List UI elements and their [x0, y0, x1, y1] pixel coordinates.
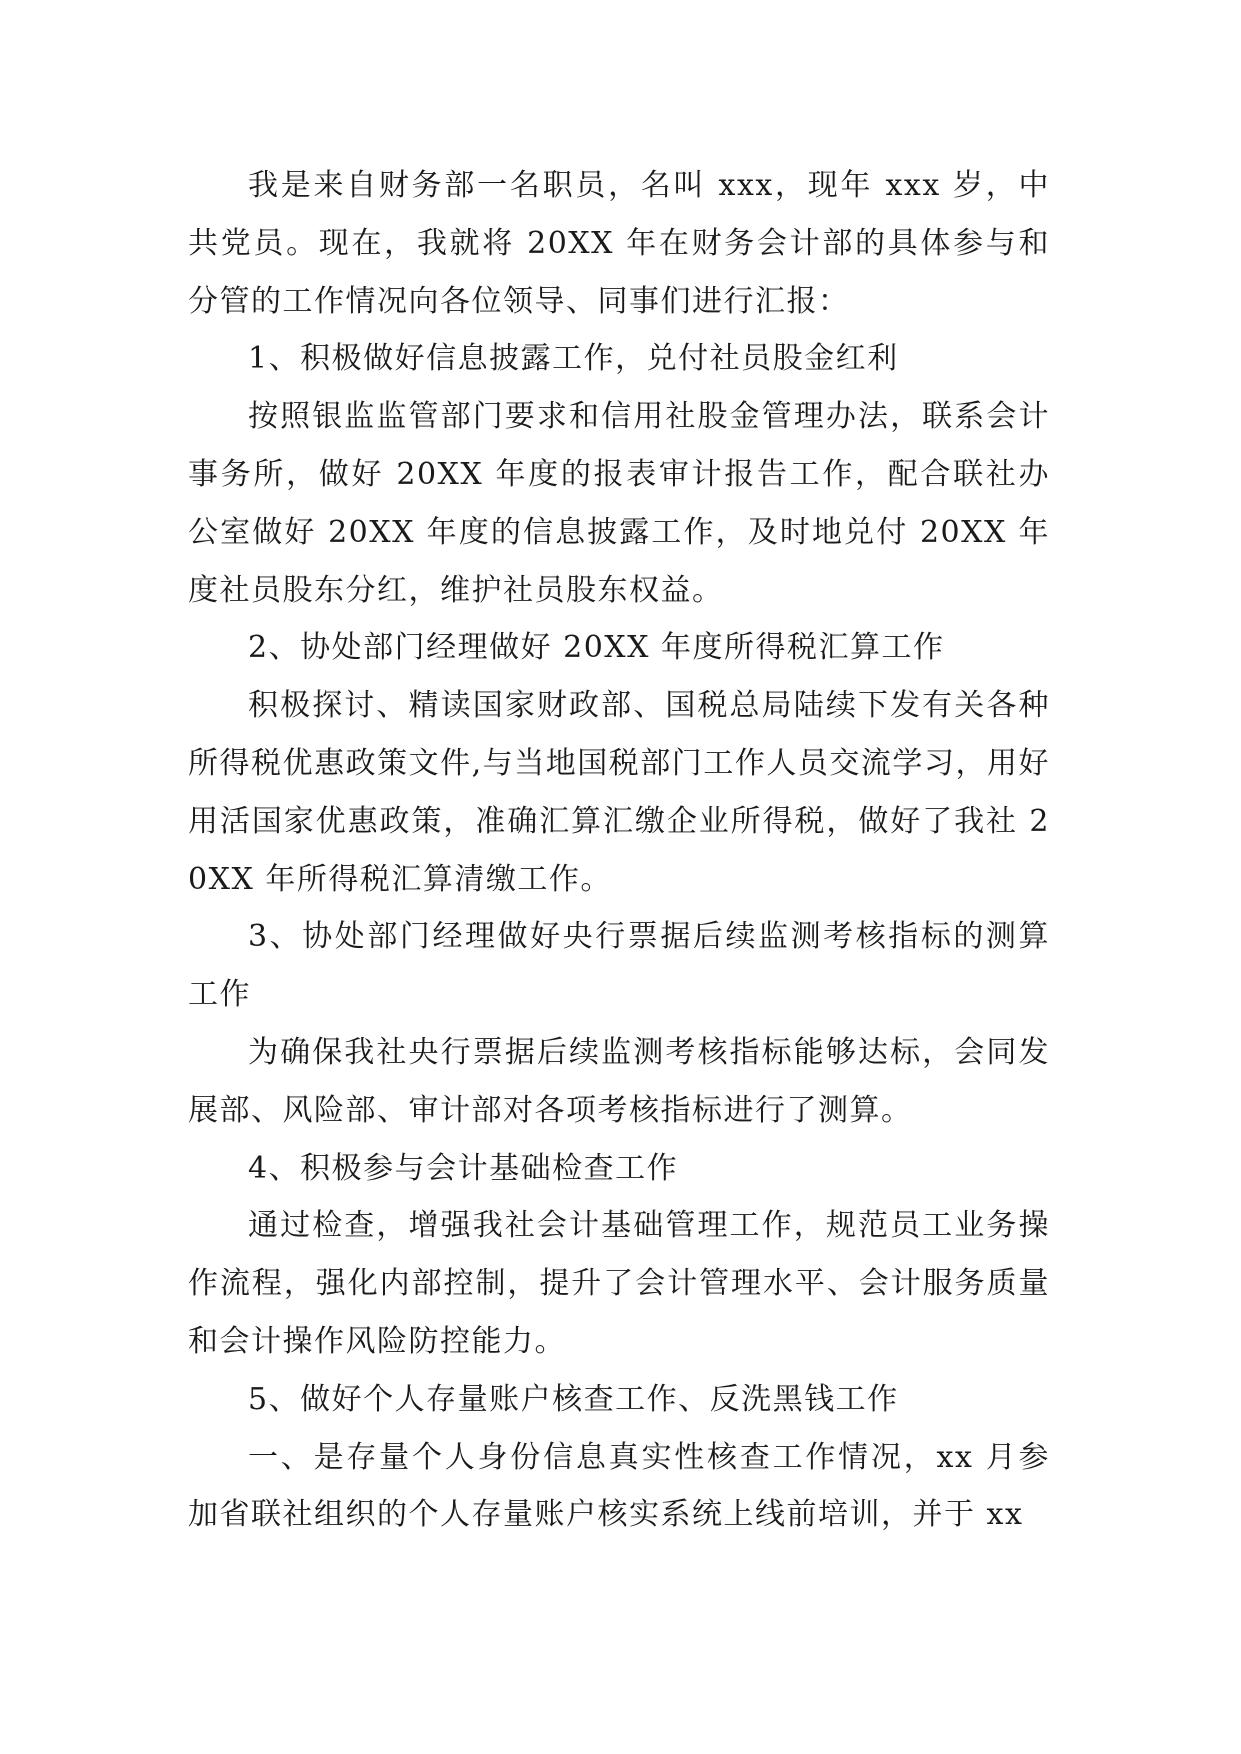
section-body-4: 通过检查，增强我社会计基础管理工作，规范员工业务操作流程，强化内部控制，提升了会计管理水平、会计服务质量和会计操作风险防控能力。 — [188, 1208, 1050, 1359]
intro-paragraph: 我是来自财务部一名职员，名叫 xxx，现年 xxx 岁，中共党员。现在，我就将 20XX 年在财务会计部的具体参与和分管的工作情况向各位领导、同事们进行汇报： — [188, 168, 1050, 319]
section-body-3: 为确保我社央行票据后续监测考核指标能够达标，会同发展部、风险部、审计部对各项考核指标进行了测算。 — [188, 1034, 1050, 1128]
section-body-5: 一、是存量个人身份信息真实性核查工作情况，xx 月参加省联社组织的个人存量账户核实系统上线前培训，并于 xx — [188, 1439, 1050, 1533]
section-heading-5: 5、做好个人存量账户核查工作、反洗黑钱工作 — [248, 1381, 899, 1417]
section-body-2: 积极探讨、精读国家财政部、国税总局陆续下发有关各种所得税优惠政策文件,与当地国税部门工作人员交流学习，用好用活国家优惠政策，准确汇算汇缴企业所得税，做好了我社 20XX 年所得税汇算清缴工作。 — [188, 688, 1050, 897]
section-heading-1: 1、积极做好信息披露工作，兑付社员股金红利 — [248, 341, 899, 377]
section-heading-2: 2、协处部门经理做好 20XX 年度所得税汇算工作 — [248, 630, 945, 666]
section-heading-4: 4、积极参与会计基础检查工作 — [248, 1150, 679, 1186]
document-body — [188, 157, 1050, 1544]
section-body-1: 按照银监监管部门要求和信用社股金管理办法，联系会计事务所，做好 20XX 年度的报表审计报告工作，配合联社办公室做好 20XX 年度的信息披露工作，及时地兑付 20XX 年度社员股东分红，维护社员股东权益。 — [188, 399, 1050, 608]
section-heading-3: 3、协处部门经理做好央行票据后续监测考核指标的测算工作 — [188, 919, 1050, 1013]
